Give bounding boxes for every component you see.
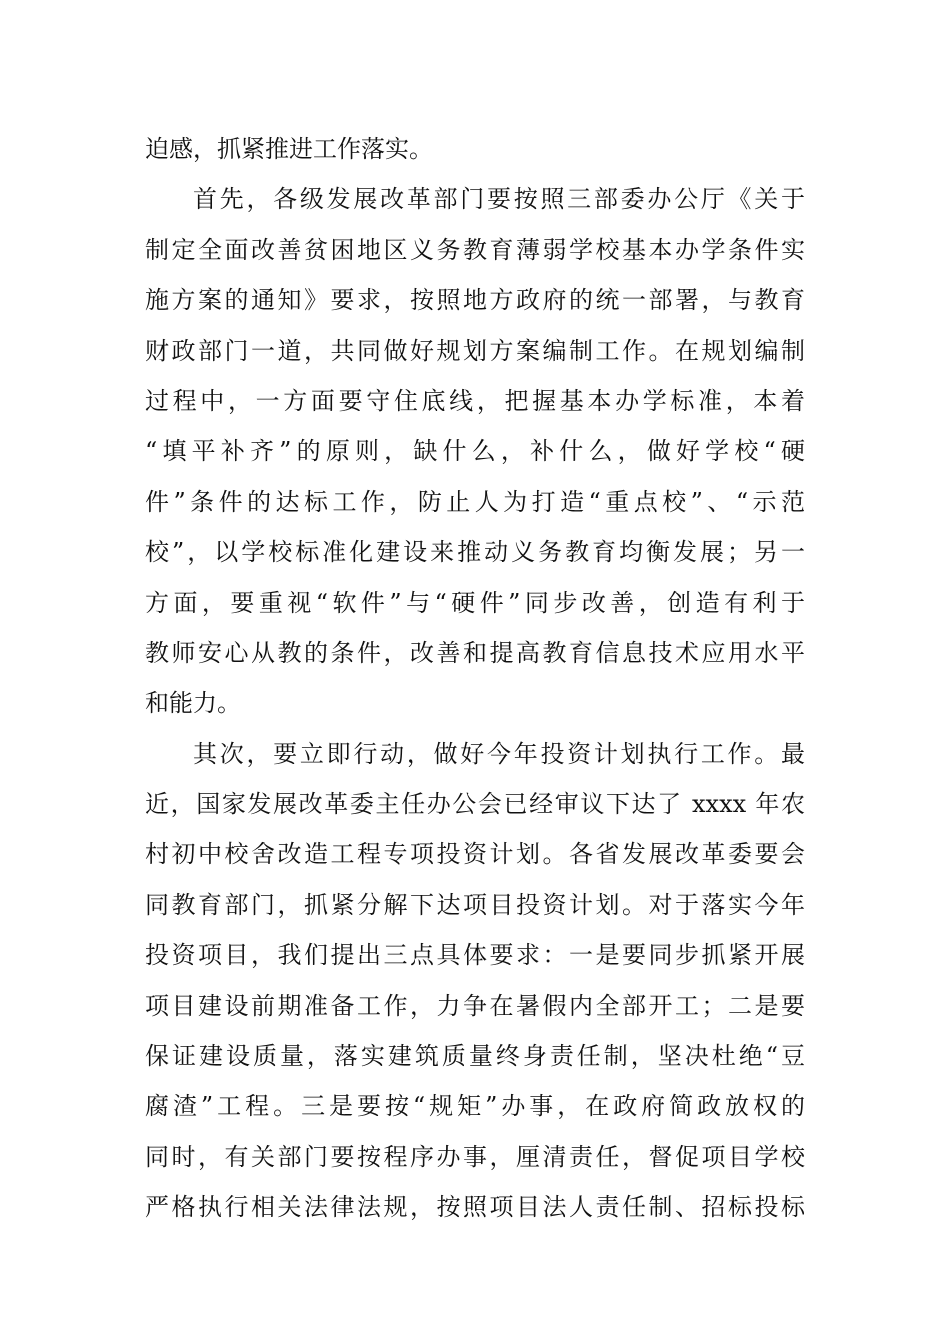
text-line: 投资项目，我们提出三点具体要求：一是要同步抓紧开展 [145,941,805,970]
text-line: 村初中校舍改造工程专项投资计划。各省发展改革委要会 [145,840,805,869]
text-line: 过程中，一方面要守住底线，把握基本办学标准，本着 [145,386,805,415]
text-line: 件”条件的达标工作，防止人为打造“重点校”、“示范 [145,487,805,516]
paragraph-0 [145,124,805,174]
document-page [145,124,805,1233]
text-line: 方面，要重视“软件”与“硬件”同步改善，创造有利于 [145,588,805,617]
text-line: “填平补齐”的原则，缺什么，补什么，做好学校“硬 [145,437,805,466]
text-line: 近，国家发展改革委主任办公会已经审议下达了 xxxx 年农 [145,790,805,819]
text-line: 其次，要立即行动，做好今年投资计划执行工作。最 [193,739,805,768]
text-line: 项目建设前期准备工作，力争在暑假内全部开工；二是要 [145,991,805,1020]
text-line: 财政部门一道，共同做好规划方案编制工作。在规划编制 [145,336,805,365]
text-line: 首先，各级发展改革部门要按照三部委办公厅《关于 [193,185,805,214]
text-line: 保证建设质量，落实建筑质量终身责任制，坚决杜绝“豆 [145,1042,805,1071]
paragraph-2 [145,729,805,1233]
text-line: 施方案的通知》要求，按照地方政府的统一部署，与教育 [145,286,805,315]
text-line: 和能力。 [145,689,241,718]
text-line: 严格执行相关法律法规，按照项目法人责任制、招标投标 [145,1193,805,1222]
text-line: 同时，有关部门要按程序办事，厘清责任，督促项目学校 [145,1142,805,1171]
text-line: 迫感，抓紧推进工作落实。 [145,135,433,163]
text-line: 教师安心从教的条件，改善和提高教育信息技术应用水平 [145,638,805,667]
text-line: 腐渣”工程。三是要按“规矩”办事，在政府简政放权的 [145,1092,805,1121]
text-line: 同教育部门，抓紧分解下达项目投资计划。对于落实今年 [145,890,805,919]
text-line: 校”，以学校标准化建设来推动义务教育均衡发展；另一 [145,538,805,567]
paragraph-1 [145,174,805,728]
text-line: 制定全面改善贫困地区义务教育薄弱学校基本办学条件实 [145,235,805,264]
